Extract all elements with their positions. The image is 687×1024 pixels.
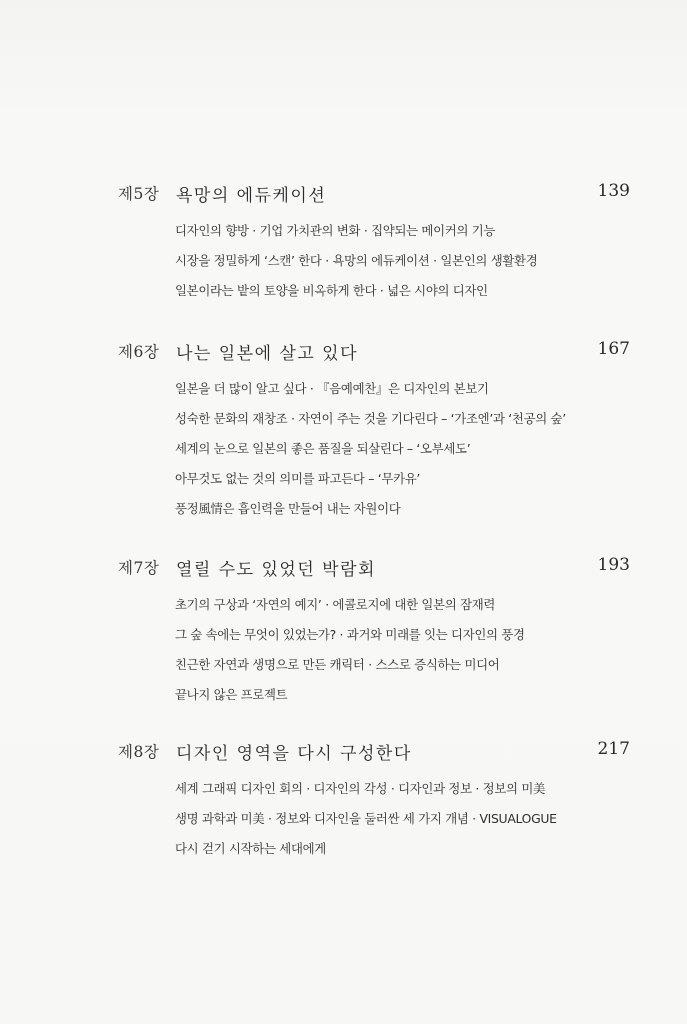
chapter-page-number: 193	[597, 555, 630, 575]
chapter-7	[118, 555, 630, 702]
chapter-page-number: 217	[597, 739, 630, 759]
chapter-heading	[118, 182, 630, 210]
chapter-6	[118, 339, 630, 516]
section-list	[175, 590, 635, 710]
section-line: 성숙한 문화의 재창조 · 자연이 주는 것을 기다린다 – ‘가조엔’과 ‘천공의 숲’	[175, 411, 566, 426]
section-line: 그 숲 속에는 무엇이 있었는가? · 과거와 미래를 잇는 디자인의 풍경	[175, 627, 525, 642]
section-line: 끝나지 않은 프로젝트	[175, 687, 288, 702]
chapter-title: 나는 일본에 살고 있다	[176, 344, 359, 364]
section-line: 일본을 더 많이 알고 싶다 · 『음예예찬』은 디자인의 본보기	[175, 381, 489, 396]
section-line: 풍정風情은 흡인력을 만들어 내는 자원이다	[175, 501, 401, 516]
section-line: 다시 걷기 시작하는 세대에게	[175, 841, 326, 856]
section-list	[175, 216, 635, 306]
section-line: 시장을 정밀하게 ‘스캔’ 한다 · 욕망의 에듀케이션 · 일본인의 생활환경	[175, 253, 538, 268]
chapter-heading	[118, 556, 630, 584]
section-line: 아무것도 없는 것의 의미를 파고든다 – ‘무카유’	[175, 471, 421, 486]
chapter-heading	[118, 340, 630, 368]
section-line: 세계의 눈으로 일본의 좋은 품질을 되살린다 – ‘오부세도’	[175, 441, 471, 456]
chapter-number: 제6장	[118, 343, 160, 361]
chapter-8	[118, 739, 630, 856]
section-line: 일본이라는 밭의 토양을 비옥하게 한다 · 넓은 시야의 디자인	[175, 283, 488, 298]
chapter-title: 디자인 영역을 다시 구성한다	[176, 744, 412, 764]
chapter-5	[118, 181, 630, 298]
chapter-page-number: 139	[597, 181, 630, 201]
section-list	[175, 774, 635, 864]
chapter-page-number: 167	[597, 339, 630, 359]
section-line: 초기의 구상과 ‘자연의 예지’ · 에콜로지에 대한 일본의 잠재력	[175, 597, 496, 612]
chapter-number: 제5장	[118, 185, 160, 203]
chapter-heading	[118, 740, 630, 768]
section-line: 친근한 자연과 생명으로 만든 캐릭터 · 스스로 증식하는 미디어	[175, 657, 500, 672]
section-line: 디자인의 향방 · 기업 가치관의 변화 · 집약되는 메이커의 기능	[175, 223, 496, 238]
section-line: 생명 과학과 미美 · 정보와 디자인을 둘러싼 세 가지 개념 · VISUALOGUE	[175, 811, 557, 826]
chapter-number: 제8장	[118, 743, 160, 761]
section-list	[175, 374, 635, 524]
chapter-number: 제7장	[118, 559, 160, 577]
section-line: 세계 그래픽 디자인 회의 · 디자인의 각성 · 디자인과 정보 · 정보의 미美	[175, 781, 546, 796]
chapter-title: 욕망의 에듀케이션	[176, 186, 327, 206]
chapter-title: 열릴 수도 있었던 박람회	[176, 560, 376, 580]
